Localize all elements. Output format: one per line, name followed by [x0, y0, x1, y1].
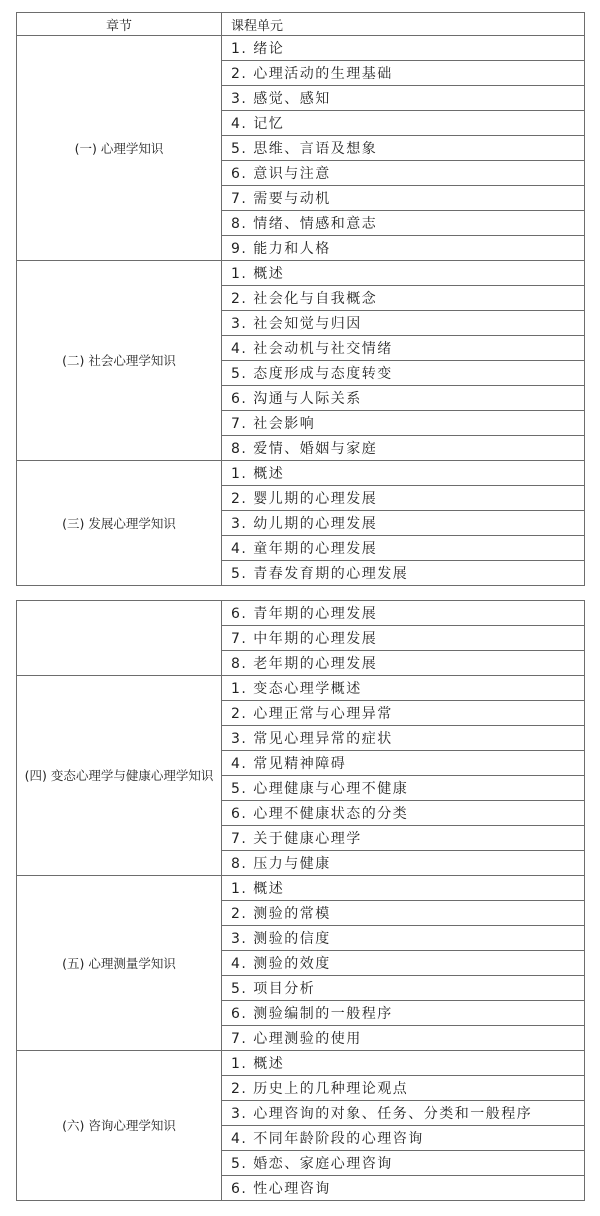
chapter-cell: (六) 咨询心理学知识: [17, 1051, 222, 1201]
unit-cell: 4. 不同年龄阶段的心理咨询: [222, 1126, 585, 1151]
unit-cell: 7. 关于健康心理学: [222, 826, 585, 851]
chapter-cell: (五) 心理测量学知识: [17, 876, 222, 1051]
unit-cell: 3. 感觉、感知: [222, 86, 585, 111]
chapter-column-header: 章节: [17, 13, 222, 36]
unit-cell: 3. 幼儿期的心理发展: [222, 511, 585, 536]
unit-cell: 5. 态度形成与态度转变: [222, 361, 585, 386]
unit-cell: 1. 概述: [222, 461, 585, 486]
unit-cell: 5. 青春发育期的心理发展: [222, 561, 585, 586]
unit-cell: 9. 能力和人格: [222, 236, 585, 261]
unit-cell: 1. 概述: [222, 876, 585, 901]
table-row: [17, 601, 585, 626]
table-row: [17, 461, 585, 486]
unit-cell: 4. 常见精神障碍: [222, 751, 585, 776]
chapter-cell: (二) 社会心理学知识: [17, 261, 222, 461]
chapter-cell: (四) 变态心理学与健康心理学知识: [17, 676, 222, 876]
unit-cell: 2. 心理活动的生理基础: [222, 61, 585, 86]
unit-column-header: 课程单元: [222, 13, 585, 36]
unit-cell: 7. 中年期的心理发展: [222, 626, 585, 651]
unit-cell: 4. 记忆: [222, 111, 585, 136]
unit-cell: 7. 需要与动机: [222, 186, 585, 211]
unit-cell: 6. 心理不健康状态的分类: [222, 801, 585, 826]
unit-cell: 8. 爱情、婚姻与家庭: [222, 436, 585, 461]
table-header-row: [17, 13, 585, 36]
unit-cell: 4. 测验的效度: [222, 951, 585, 976]
table-row: [17, 261, 585, 286]
unit-cell: 6. 青年期的心理发展: [222, 601, 585, 626]
unit-cell: 6. 测验编制的一般程序: [222, 1001, 585, 1026]
unit-cell: 3. 社会知觉与归因: [222, 311, 585, 336]
unit-cell: 7. 社会影响: [222, 411, 585, 436]
chapter-cell: (一) 心理学知识: [17, 36, 222, 261]
unit-cell: 5. 思维、言语及想象: [222, 136, 585, 161]
unit-cell: 2. 社会化与自我概念: [222, 286, 585, 311]
unit-cell: 5. 项目分析: [222, 976, 585, 1001]
course-table-part-2: [16, 600, 585, 1201]
unit-cell: 3. 常见心理异常的症状: [222, 726, 585, 751]
unit-cell: 3. 测验的信度: [222, 926, 585, 951]
unit-cell: 8. 情绪、情感和意志: [222, 211, 585, 236]
unit-cell: 1. 概述: [222, 1051, 585, 1076]
table-row: [17, 876, 585, 901]
unit-cell: 2. 测验的常模: [222, 901, 585, 926]
unit-cell: 1. 概述: [222, 261, 585, 286]
unit-cell: 6. 意识与注意: [222, 161, 585, 186]
chapter-cell: (三) 发展心理学知识: [17, 461, 222, 586]
unit-cell: 6. 沟通与人际关系: [222, 386, 585, 411]
unit-cell: 8. 老年期的心理发展: [222, 651, 585, 676]
chapter-cell: [17, 601, 222, 676]
unit-cell: 2. 心理正常与心理异常: [222, 701, 585, 726]
unit-cell: 4. 社会动机与社交情绪: [222, 336, 585, 361]
unit-cell: 6. 性心理咨询: [222, 1176, 585, 1201]
course-table-part-1: [16, 12, 585, 586]
unit-cell: 5. 心理健康与心理不健康: [222, 776, 585, 801]
unit-cell: 5. 婚恋、家庭心理咨询: [222, 1151, 585, 1176]
table-row: [17, 676, 585, 701]
unit-cell: 2. 婴儿期的心理发展: [222, 486, 585, 511]
unit-cell: 4. 童年期的心理发展: [222, 536, 585, 561]
table-row: [17, 1051, 585, 1076]
unit-cell: 3. 心理咨询的对象、任务、分类和一般程序: [222, 1101, 585, 1126]
unit-cell: 2. 历史上的几种理论观点: [222, 1076, 585, 1101]
unit-cell: 8. 压力与健康: [222, 851, 585, 876]
unit-cell: 1. 变态心理学概述: [222, 676, 585, 701]
unit-cell: 1. 绪论: [222, 36, 585, 61]
unit-cell: 7. 心理测验的使用: [222, 1026, 585, 1051]
table-row: [17, 36, 585, 61]
